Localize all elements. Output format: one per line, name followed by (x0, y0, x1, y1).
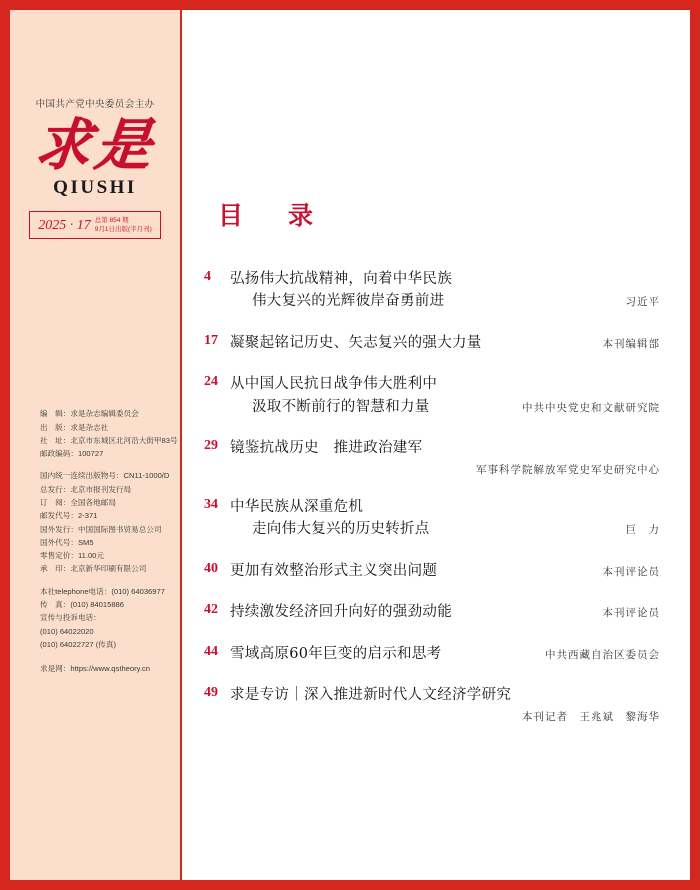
imprint-line: 国内统一连续出版物号：CN11-1000/D (40, 471, 170, 481)
imprint-line: 邮政编码：100727 (40, 449, 104, 459)
toc-title-line-2[interactable]: 伟大复兴的光辉彼岸奋勇前进 (252, 293, 445, 310)
toc-title-line-2[interactable]: 走向伟大复兴的历史转折点 (252, 521, 430, 538)
toc-title-line-1[interactable]: 求是专访｜深入推进新时代人文经济学研究 (230, 687, 512, 704)
list-item[interactable] (204, 496, 660, 541)
toc-author: 本刊评论员 (602, 607, 660, 620)
toc-title-line-1[interactable]: 镜鉴抗战历史 推进政治建军 (230, 440, 423, 457)
page-title: 目 录 (218, 201, 324, 230)
issue-publish-date: 9月1日出版(半月刊) (94, 225, 152, 233)
toc-title-line-1[interactable]: 凝聚起铭记历史、矢志复兴的强大力量 (230, 334, 482, 351)
list-item[interactable] (204, 684, 660, 723)
issue-details (95, 217, 152, 235)
toc-author: 军事科学院解放军党史军史研究中心 (476, 463, 660, 476)
toc-author: 本刊编辑部 (602, 337, 660, 350)
imprint-line: 零售定价：11.00元 (40, 551, 105, 561)
toc-title-line-1[interactable]: 中华民族从深重危机 (230, 498, 364, 515)
toc-title-line-1[interactable]: 更加有效整治形式主义突出问题 (230, 562, 438, 579)
logo-chinese-title: 求是 (31, 112, 159, 178)
list-item[interactable] (204, 560, 660, 582)
imprint-line: 订 阅：全国各地邮局 (40, 498, 116, 508)
imprint-line: 国外代号：SM5 (40, 537, 94, 547)
toc-page-number: 49 (204, 685, 218, 701)
imprint-line: 编 辑：求是杂志编辑委员会 (40, 409, 139, 419)
page-inner-area (10, 10, 690, 880)
imprint-line: 承 印：北京新华印刷有限公司 (40, 564, 147, 574)
imprint-line: 社 址：北京市东城区北河沿大街甲83号 (40, 435, 178, 445)
imprint-line: 国外发行：中国国际图书贸易总公司 (40, 524, 162, 534)
imprint-group-publisher (40, 407, 178, 460)
list-item[interactable] (204, 373, 660, 418)
toc-page-number: 24 (204, 374, 218, 390)
imprint-line: 传 真：(010) 84015886 (40, 599, 124, 609)
imprint-block (22, 407, 178, 651)
imprint-line: 总发行：北京市报刊发行局 (40, 484, 132, 494)
toc-page-number: 40 (204, 560, 218, 576)
toc-title-line-1[interactable]: 弘扬伟大抗战精神，向着中华民族 (230, 271, 452, 287)
website-line: 求是网：https://www.qstheory.cn (40, 664, 151, 674)
toc-page-number: 29 (204, 438, 218, 454)
toc-title-line-2[interactable]: 汲取不断前行的智慧和力量 (252, 398, 430, 415)
toc-title-line-1[interactable]: 持续激发经济回升向好的强劲动能 (230, 604, 452, 621)
imprint-line: (010) 64022727 (传真) (40, 639, 116, 649)
list-item[interactable] (204, 332, 660, 354)
magazine-logo (22, 112, 168, 199)
toc-author: 巨 力 (625, 524, 660, 537)
masthead-column (10, 10, 182, 880)
issue-badge (29, 211, 161, 240)
toc-author: 本刊记者 王兆斌 黎海华 (522, 710, 660, 723)
toc-author: 中共中央党史和文献研究院 (522, 401, 660, 414)
imprint-line: 出 版：求是杂志社 (40, 422, 109, 432)
toc-page-number: 4 (204, 269, 211, 284)
list-item[interactable] (204, 437, 660, 476)
toc-page-number: 44 (204, 643, 218, 659)
toc-title-line-1[interactable]: 从中国人民抗日战争伟大胜利中 (230, 376, 438, 393)
toc-page-number: 42 (204, 602, 218, 618)
imprint-line: 邮发代号：2-371 (40, 511, 98, 521)
list-item[interactable] (204, 643, 660, 665)
toc-author: 习近平 (625, 296, 660, 309)
sponsor-line: 中国共产党中央委员会主办 (35, 99, 155, 110)
imprint-line: 本社telephone电话：(010) 64036977 (40, 586, 165, 596)
toc-page-number: 34 (204, 496, 218, 512)
issue-total-number: 总第 854 期 (94, 216, 129, 224)
imprint-group-distribution (40, 469, 168, 575)
imprint-group-contact (40, 585, 168, 651)
toc-author: 中共西藏自治区委员会 (545, 648, 660, 661)
imprint-line: (010) 64022020 (40, 626, 94, 636)
toc-title-line-1[interactable]: 雪域高原60年巨变的启示和思考 (230, 645, 442, 662)
imprint-line: 宣传与投诉电话： (40, 613, 101, 623)
toc-list (182, 268, 690, 724)
toc-page-number: 17 (204, 332, 218, 348)
issue-number: 2025 · 17 (38, 217, 91, 233)
list-item[interactable] (204, 268, 660, 313)
logo-pinyin-title: QIUSHI (53, 176, 137, 198)
list-item[interactable] (204, 601, 660, 623)
contents-column (182, 10, 690, 880)
toc-author: 本刊评论员 (602, 565, 660, 578)
